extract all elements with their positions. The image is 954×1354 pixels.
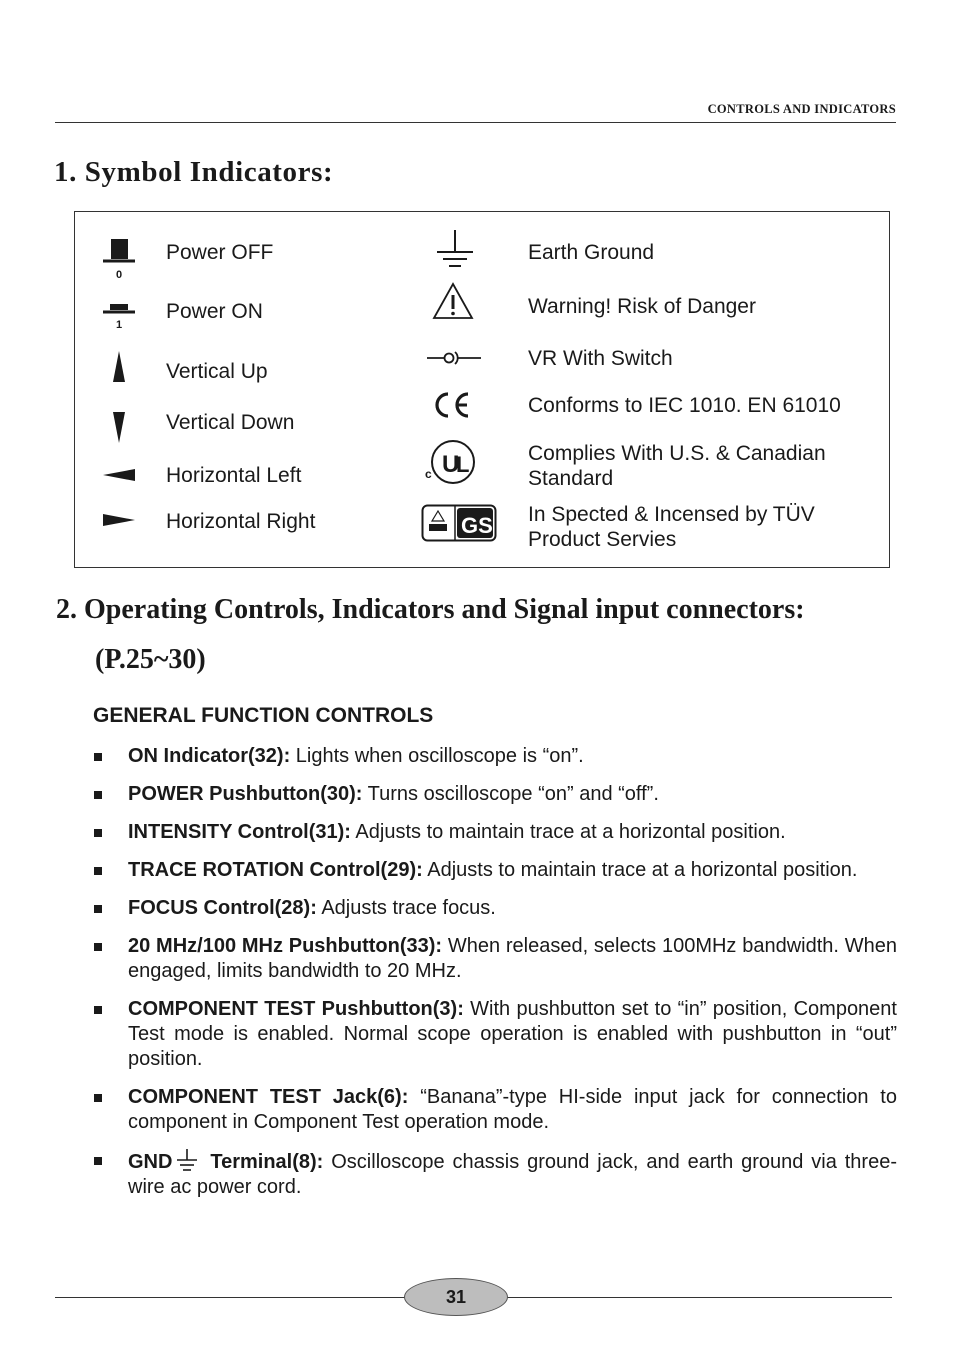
bullet-square-icon	[94, 905, 102, 913]
symbol-label-vr-switch: VR With Switch	[528, 347, 673, 370]
ul-mark-icon	[423, 438, 481, 486]
page-number: 31	[404, 1278, 508, 1316]
list-item: TRACE ROTATION Control(29): Adjusts to maintain trace at a horizontal position.	[93, 858, 897, 883]
list-item: COMPONENT TEST Jack(6): “Banana”-type HI-side input jack for connection to component in Component Test operation mode.	[93, 1085, 897, 1135]
earth-ground-icon	[433, 228, 477, 272]
svg-text:1: 1	[115, 319, 123, 331]
list-item: 20 MHz/100 MHz Pushbutton(33): When released, selects 100MHz bandwidth. When engaged, limits bandwidth to 20 MHz.	[93, 934, 897, 984]
bullet-square-icon	[94, 943, 102, 951]
bullet-square-icon	[94, 829, 102, 837]
warning-triangle-icon	[432, 282, 474, 320]
ground-icon	[176, 1148, 198, 1172]
bullet-square-icon	[94, 1094, 102, 1102]
arrow-left-icon	[101, 467, 137, 483]
list-item: COMPONENT TEST Pushbutton(3): With pushbutton set to “in” position, Component Test mode is enabled. Normal scope operation is enabled with pushbutton in “out” position.	[93, 997, 897, 1072]
arrow-right-icon	[101, 512, 137, 528]
symbol-table	[74, 211, 890, 568]
symbol-label-vertical-up: Vertical Up	[166, 360, 268, 383]
general-function-controls-heading: GENERAL FUNCTION CONTROLS	[93, 704, 434, 727]
svg-text:c: c	[425, 467, 432, 481]
symbol-label-ce: Conforms to IEC 1010. EN 61010	[528, 394, 841, 417]
svg-text:GS: GS	[461, 513, 493, 538]
bullet-square-icon	[94, 867, 102, 875]
symbol-label-ul: Complies With U.S. & Canadian Standard	[528, 442, 826, 490]
symbol-label-power-off: Power OFF	[166, 241, 274, 264]
tuv-gs-mark-icon	[421, 504, 497, 542]
arrow-up-icon	[111, 350, 127, 384]
power-off-icon	[99, 236, 139, 282]
bullet-square-icon	[94, 1006, 102, 1014]
symbol-label-vertical-down: Vertical Down	[166, 411, 295, 434]
symbol-label-horizontal-right: Horizontal Right	[166, 510, 316, 533]
vr-switch-icon	[425, 348, 483, 368]
symbol-label-power-on: Power ON	[166, 300, 263, 323]
section2-title-line1: 2. Operating Controls, Indicators and Signal input connectors:	[56, 594, 805, 625]
svg-text:0: 0	[115, 269, 123, 281]
symbol-label-tuv: In Spected & Incensed by TÜV Product Servies	[528, 503, 815, 551]
list-item: INTENSITY Control(31): Adjusts to maintain trace at a horizontal position.	[93, 820, 897, 845]
section1-title: 1. Symbol Indicators:	[54, 156, 334, 188]
bullet-square-icon	[94, 753, 102, 761]
header-rule	[55, 122, 896, 123]
svg-text:L: L	[456, 452, 470, 477]
svg-text:U: U	[442, 451, 460, 478]
list-item: ON Indicator(32): Lights when oscilloscope is “on”.	[93, 744, 897, 769]
symbol-label-earth-ground: Earth Ground	[528, 241, 655, 264]
bullet-square-icon	[94, 791, 102, 799]
symbol-label-horizontal-left: Horizontal Left	[166, 464, 302, 487]
symbol-label-warning: Warning! Risk of Danger	[528, 295, 756, 318]
arrow-down-icon	[111, 410, 127, 444]
header-label: CONTROLS AND INDICATORS	[707, 102, 896, 116]
controls-list	[93, 744, 897, 1213]
ce-mark-icon	[431, 390, 473, 420]
list-item: FOCUS Control(28): Adjusts trace focus.	[93, 896, 897, 921]
list-item: POWER Pushbutton(30): Turns oscilloscope “on” and “off”.	[93, 782, 897, 807]
section2-title-line2: (P.25~30)	[95, 644, 206, 675]
bullet-square-icon	[94, 1157, 102, 1165]
power-on-icon	[99, 300, 139, 334]
list-item: GND Terminal(8): Oscilloscope chassis ground jack, and earth ground via three-wire ac power cord.	[93, 1148, 897, 1200]
